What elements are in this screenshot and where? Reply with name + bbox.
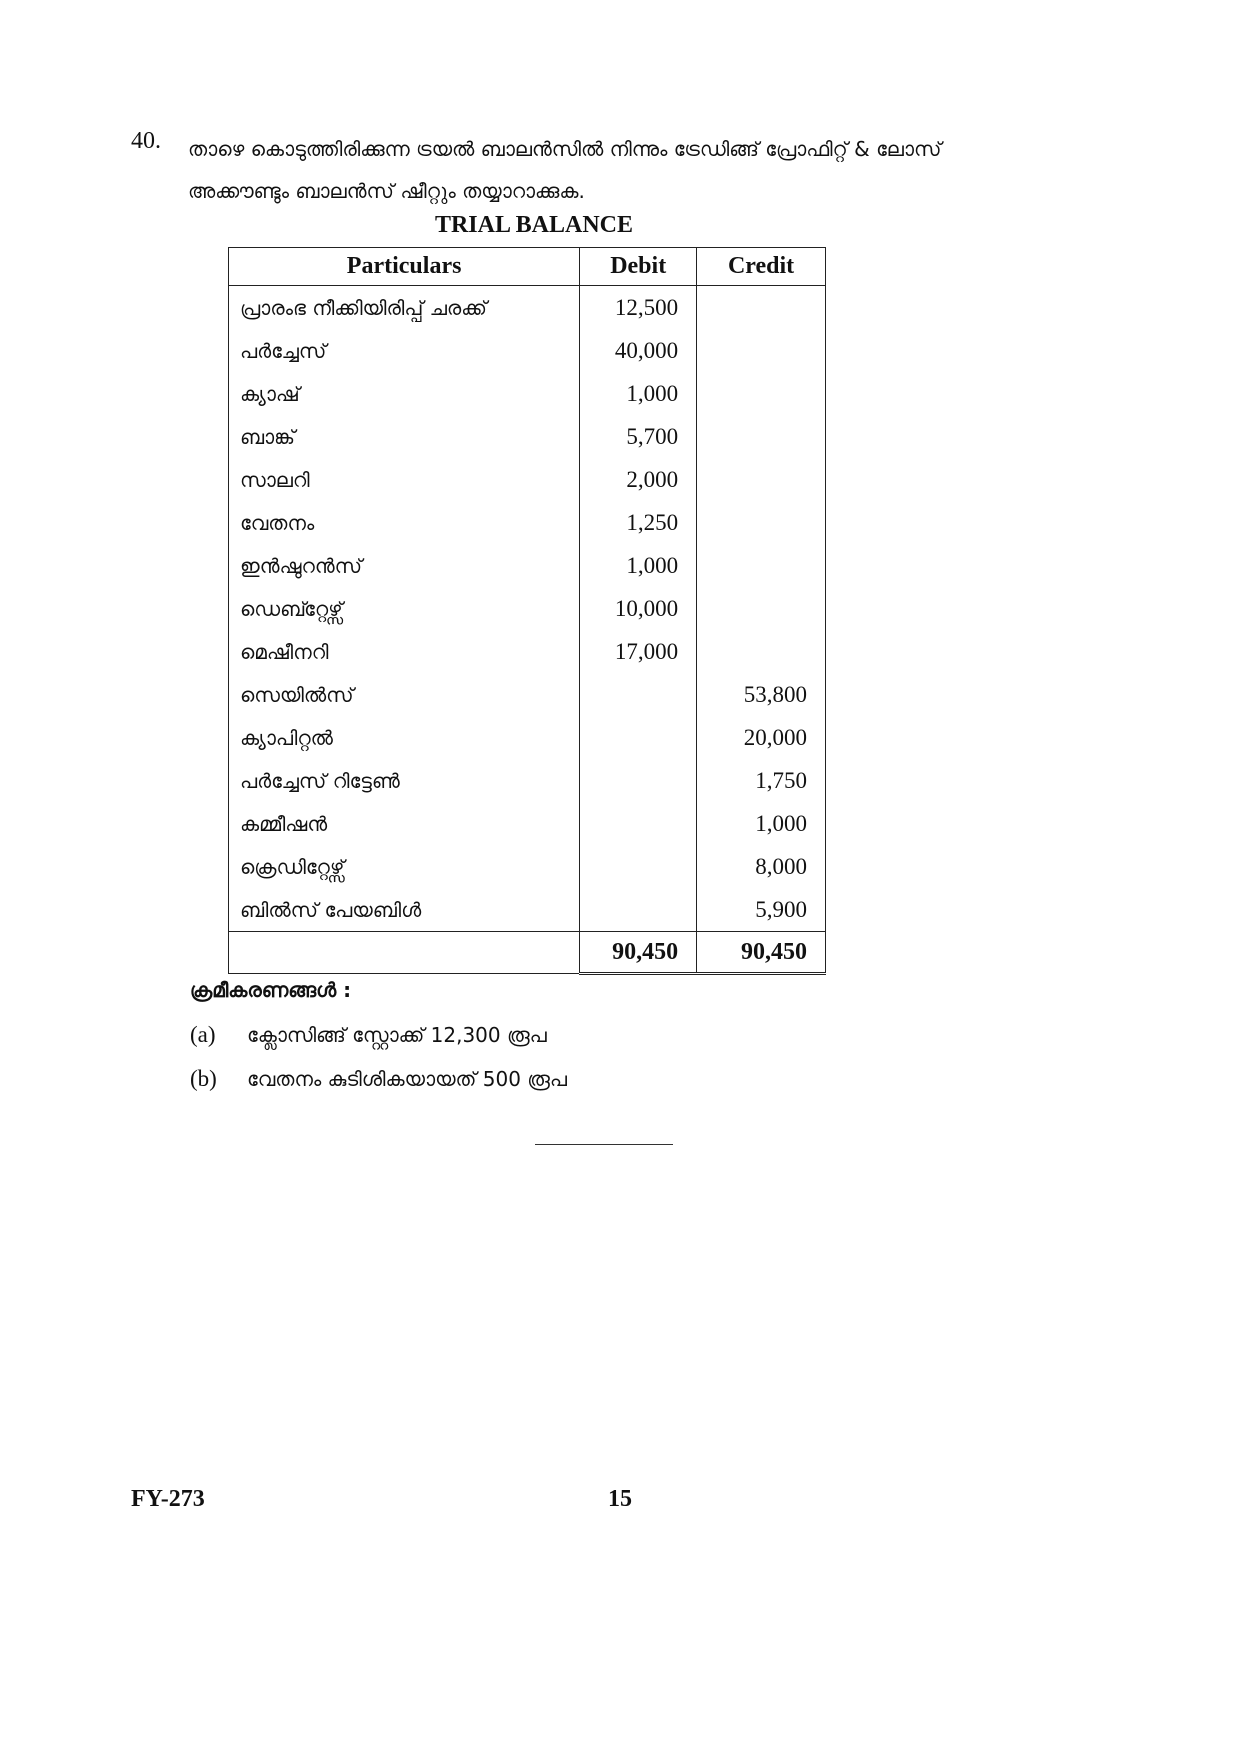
debit-cell xyxy=(580,716,697,759)
table-row xyxy=(229,587,826,630)
table-row xyxy=(229,372,826,415)
particulars-cell: കമ്മീഷൻ xyxy=(229,802,580,845)
table-row xyxy=(229,415,826,458)
adjustment-item xyxy=(190,1066,567,1092)
total-row xyxy=(229,932,826,974)
footer-paper-code: FY-273 xyxy=(131,1486,205,1512)
header-credit: Credit xyxy=(697,248,826,286)
adjustment-label: (a) xyxy=(190,1022,216,1047)
credit-cell: 53,800 xyxy=(697,673,826,716)
end-divider xyxy=(535,1144,673,1145)
footer-page-number: 15 xyxy=(608,1486,632,1512)
credit-cell xyxy=(697,329,826,372)
debit-cell xyxy=(580,845,697,888)
adjustments-heading: ക്രമീകരണങ്ങൾ : xyxy=(190,978,352,1002)
credit-cell: 1,000 xyxy=(697,802,826,845)
particulars-cell: ഡെബ്റ്റേഴ്സ് xyxy=(229,587,580,630)
table-row xyxy=(229,759,826,802)
total-debit: 90,450 xyxy=(580,932,697,974)
credit-cell xyxy=(697,372,826,415)
credit-cell xyxy=(697,415,826,458)
particulars-cell: സെയിൽസ് xyxy=(229,673,580,716)
table-header-row xyxy=(229,248,826,286)
credit-cell xyxy=(697,501,826,544)
debit-cell: 1,250 xyxy=(580,501,697,544)
table-row xyxy=(229,501,826,544)
table-row xyxy=(229,673,826,716)
table-row xyxy=(229,716,826,759)
particulars-cell: ക്യാപിറ്റൽ xyxy=(229,716,580,759)
particulars-cell: ക്യാഷ് xyxy=(229,372,580,415)
credit-cell: 8,000 xyxy=(697,845,826,888)
debit-cell xyxy=(580,759,697,802)
question-line-2: അക്കൗണ്ടും ബാലൻസ് ഷീറ്റും തയ്യാറാക്കുക. xyxy=(188,179,585,203)
adjustment-text: ക്ലോസിങ്ങ് സ്റ്റോക്ക് 12,300 രൂപ xyxy=(247,1023,547,1047)
credit-cell: 1,750 xyxy=(697,759,826,802)
header-debit: Debit xyxy=(580,248,697,286)
trial-balance-table xyxy=(228,247,826,975)
debit-cell xyxy=(580,888,697,932)
debit-cell: 12,500 xyxy=(580,286,697,330)
table-body xyxy=(229,286,826,974)
adjustment-item xyxy=(190,1022,547,1048)
table-row xyxy=(229,845,826,888)
debit-cell: 17,000 xyxy=(580,630,697,673)
table-row xyxy=(229,544,826,587)
question-line-1: താഴെ കൊടുത്തിരിക്കുന്ന ട്രയൽ ബാലൻസിൽ നിന്നും ട്രേഡിങ്ങ് പ്രോഫിറ്റ് & ലോസ് xyxy=(188,137,942,161)
question-number: 40. xyxy=(131,128,161,154)
particulars-cell: പർച്ചേസ് റിട്ടേൺ xyxy=(229,759,580,802)
credit-cell xyxy=(697,286,826,330)
particulars-cell: സാലറി xyxy=(229,458,580,501)
credit-cell xyxy=(697,587,826,630)
credit-cell: 20,000 xyxy=(697,716,826,759)
table-row xyxy=(229,630,826,673)
debit-cell: 40,000 xyxy=(580,329,697,372)
credit-cell xyxy=(697,458,826,501)
table-row xyxy=(229,286,826,330)
total-credit: 90,450 xyxy=(697,932,826,974)
debit-cell xyxy=(580,802,697,845)
debit-cell: 10,000 xyxy=(580,587,697,630)
particulars-cell: പ്രാരംഭ നീക്കിയിരിപ്പ് ചരക്ക് xyxy=(229,286,580,330)
particulars-cell: മെഷീനറി xyxy=(229,630,580,673)
particulars-cell: ബിൽസ് പേയബിൾ xyxy=(229,888,580,932)
debit-cell: 2,000 xyxy=(580,458,697,501)
question-text xyxy=(188,128,1108,212)
total-label-cell xyxy=(229,932,580,974)
debit-cell xyxy=(580,673,697,716)
table-row xyxy=(229,802,826,845)
header-particulars: Particulars xyxy=(229,248,580,286)
credit-cell: 5,900 xyxy=(697,888,826,932)
credit-cell xyxy=(697,544,826,587)
debit-cell: 1,000 xyxy=(580,544,697,587)
table-row xyxy=(229,458,826,501)
trial-balance-title: TRIAL BALANCE xyxy=(434,212,634,238)
credit-cell xyxy=(697,630,826,673)
particulars-cell: ഇൻഷുറൻസ് xyxy=(229,544,580,587)
table-row xyxy=(229,329,826,372)
debit-cell: 1,000 xyxy=(580,372,697,415)
particulars-cell: ക്രെഡിറ്റേഴ്സ് xyxy=(229,845,580,888)
particulars-cell: വേതനം xyxy=(229,501,580,544)
debit-cell: 5,700 xyxy=(580,415,697,458)
table-row xyxy=(229,888,826,932)
particulars-cell: പർച്ചേസ് xyxy=(229,329,580,372)
adjustment-text: വേതനം കുടിശികയായത് 500 രൂപ xyxy=(247,1067,568,1091)
particulars-cell: ബാങ്ക് xyxy=(229,415,580,458)
adjustment-label: (b) xyxy=(190,1066,217,1091)
